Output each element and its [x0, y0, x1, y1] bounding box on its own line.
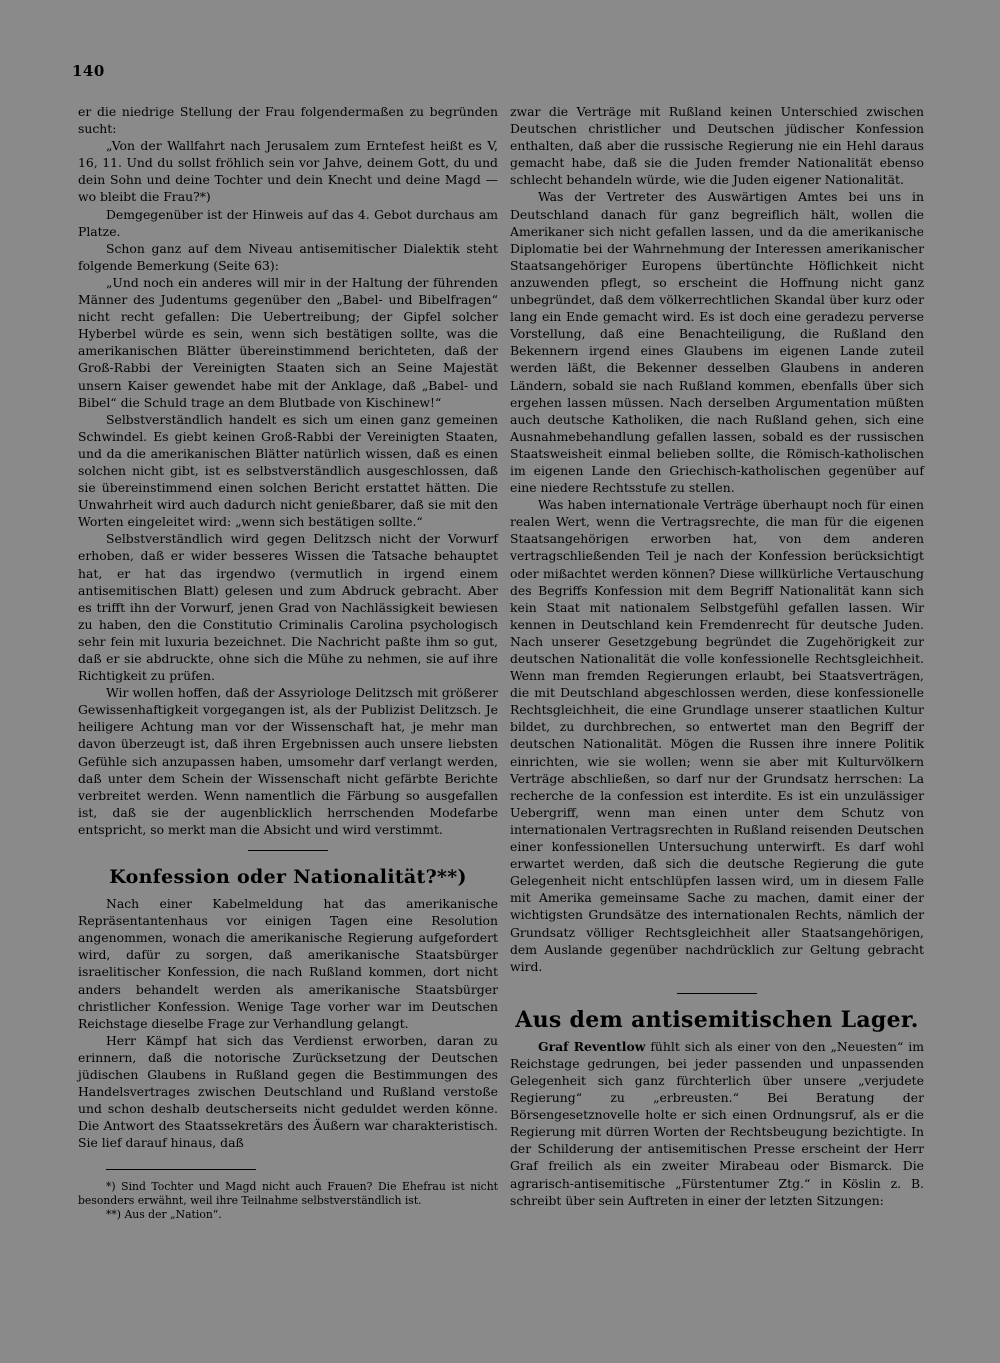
paragraph: [510, 1038, 924, 1209]
footnote: *) Sind Tochter und Magd nicht auch Frauen? Die Ehefrau ist nicht besonders erwähnt, weil ihre Teilnahme selbstverständlich ist.: [78, 1180, 498, 1208]
paragraph: Herr Kämpf hat sich das Verdienst erworben, daran zu erinnern, daß die notorische Zurücksetzung der Deutschen jüdischen Glaubens in Rußland gegen die Bestimmungen des Handelsvertrages zwischen Deutschland und Rußland verstoße und schon deshalb deutscherseits nicht geduldet werden könne. Die Antwort des Staatssekretärs des Äußern war charakteristisch. Sie lief darauf hinaus, daß: [78, 1032, 498, 1151]
page-number: 140: [72, 62, 105, 80]
section-divider: [677, 993, 757, 994]
paragraph: Selbstverständlich wird gegen Delitzsch nicht der Vorwurf erhoben, daß er wider besseres Wissen die Tatsache behauptet hat, er hat das irgendwo (vermutlich in irgend einem antisemitischen Blatt) gelesen und zum Abdruck gebracht. Aber es trifft ihn der Vorwurf, jenen Grad von Nachlässigkeit bewiesen zu haben, den die Constitutio Criminalis Carolina psychologisch sehr fein mit luxuria bezeichnet. Die Nachricht paßte ihm so gut, daß er sie abdruckte, ohne sich die Mühe zu nehmen, sie auf ihre Richtigkeit zu prüfen.: [78, 531, 498, 684]
paragraph-text: fühlt sich als einer von den „Neuesten“ im Reichstage gedrungen, bei jeder passenden und unpassenden Gelegenheit sich ganz fürchterlich über unsere „verjudete Regierung“ zu „erbreusten.“ Bei Beratung der Börsengesetznovelle holte er sich einen Ordnungsruf, als er die Regierung mit dürren Worten der Rechtsbeugung bezichtigte. In der Schilderung der antisemitischen Presse erscheint der Herr Graf freilich als ein zweiter Mirabeau oder Bismarck. Die agrarisch-antisemitische „Fürstentumer Ztg.“ in Köslin z. B. schreibt über sein Auftreten in einer der letzten Sitzungen:: [510, 1038, 924, 1208]
section-heading: Aus dem antisemitischen Lager.: [515, 1006, 919, 1033]
paragraph: Nach einer Kabelmeldung hat das amerikanische Repräsentantenhaus vor einigen Tagen eine Resolution angenommen, wonach die amerikanische Regierung aufgefordert wird, dafür zu sorgen, daß amerikanische Staatsbürger israelitischer Konfession, die nach Rußland kommen, dort nicht anders behandelt werden als amerikanische Staatsbürger christlicher Konfession. Wenige Tage vorher war im Deutschen Reichstage dieselbe Frage zur Verhandlung gelangt.: [78, 896, 498, 1031]
paragraph: Schon ganz auf dem Niveau antisemitischer Dialektik steht folgende Bemerkung (Seite 63):: [78, 240, 498, 273]
paragraph: „Von der Wallfahrt nach Jerusalem zum Erntefest heißt es V, 16, 11. Und du sollst fröhlich sein vor Jahve, deinem Gott, du und dein Sohn und deine Tochter und dein Knecht und deine Magd — wo bleibt die Frau?*): [78, 138, 498, 205]
section-divider: [248, 850, 328, 851]
paragraph: er die niedrige Stellung der Frau folgendermaßen zu begründen sucht:: [78, 104, 498, 137]
paragraph: Wir wollen hoffen, daß der Assyriologe Delitzsch mit größerer Gewissenhaftigkeit vorgegangen ist, als der Publizist Delitzsch. Je heiligere Achtung man vor der Wissenschaft hat, je mehr man davon überzeugt ist, daß ihren Ergebnissen auch unsere liebsten Gefühle sich anzupassen haben, umsomehr darf verlangt werden, daß unter dem Schein der Wissenschaft nicht gefärbte Berichte verbreitet werden. Wenn namentlich die Färbung so ausgefallen ist, daß sie der augenblicklich herrschenden Modefarbe entspricht, so merkt man die Absicht und wird verstimmt.: [78, 685, 498, 837]
paragraph: Selbstverständlich handelt es sich um einen ganz gemeinen Schwindel. Es giebt keinen Groß-Rabbi der Vereinigten Staaten, und da die amerikanischen Blätter natürlich wissen, daß es einen solchen nicht gibt, ist es selbstverständlich ausgeschlossen, daß sie übereinstimmend einen solchen Bericht erstattet hätten. Die Unwahrheit wird auch dadurch nicht genießbarer, daß sie mit den Worten eingeleitet wird: „wenn sich bestätigen sollte.“: [78, 411, 498, 530]
footnotes: [78, 1180, 498, 1222]
paragraph: Was der Vertreter des Auswärtigen Amtes bei uns in Deutschland danach für ganz begreiflich hält, wollen die Amerikaner sich nicht gefallen lassen, und da die amerikanische Diplomatie bei der Wahrnehmung der Interessen amerikanischer Staatsangehöriger Europens übertünchte Höflichkeit nicht anzuwenden pflegt, so erscheint die Hoffnung nicht ganz unbegründet, daß dem völkerrechtlichen Skandal über kurz oder lang ein Ende gemacht wird. Es ist doch eine geradezu perverse Vorstellung, daß eine Benachteiligung, die Rußland den Bekennern irgend eines Glaubens im eigenen Lande zuteil werden läßt, die Bekenner desselben Glaubens in anderen Ländern, sobald sie nach Rußland kommen, ebenfalls über sich ergehen lassen müssen. Nach derselben Argumentation müßten auch deutsche Katholiken, die nach Rußland gehen, sich eine Ausnahmebehandlung gefallen lassen, sobald es der russischen Staatsweisheit einmal belieben sollte, die Römisch-katholischen im eigenen Lande den Griechisch-katholischen gegenüber auf eine niedere Rechtsstufe zu stellen.: [510, 189, 924, 496]
footnote: **) Aus der „Nation“.: [106, 1208, 222, 1222]
right-column: [510, 103, 924, 1209]
paragraph: Was haben internationale Verträge überhaupt noch für einen realen Wert, wenn die Vertragsrechte, die man für die eigenen Staatsangehörigen erworben hat, von dem anderen vertragschließenden Teil je nach der Konfession berücksichtigt oder mißachtet werden können? Diese willkürliche Vertauschung des Begriffs Konfession mit dem Begriff Nationalität kann sich kein Staat mit nationalem Selbstgefühl gefallen lassen. Wir kennen in Deutschland kein Fremdenrecht für deutsche Juden. Nach unserer Gesetzgebung begründet die Zugehörigkeit zur deutschen Nationalität die volle konfessionelle Rechtsgleichheit. Wenn man fremden Regierungen erlaubt, bei Staatsverträgen, die mit Deutschland abgeschlossen werden, diese konfessionelle Rechtsgleichheit, die eine Grundlage unserer staatlichen Kultur bildet, zu durchbrechen, so entwertet man den Begriff der deutschen Nationalität. Mögen die Russen ihre innere Politik einrichten, wie sie wollen; wenn sie aber mit Kulturvölkern Verträge abschließen, so darf nur der Grundsatz herrschen: La recherche de la confession est interdite. Es ist ein unzulässiger Uebergriff, wenn man einen unter dem Schutz von internationalen Vertragsrechten in Rußland reisenden Deutschen einer konfessionellen Untersuchung unterwirft. Es darf wohl erwartet werden, daß sich die deutsche Regierung die gute Gelegenheit nicht entschlüpfen lassen wird, um in diesem Falle mit Amerika gemeinsame Sache zu machen, damit einer der wichtigsten Grundsätze des internationalen Rechts, nämlich der Grundsatz völliger Rechtsgleichheit aller Staatsangehörigen, dem Auslande gegenüber nachdrücklich zur Geltung gebracht wird.: [510, 497, 924, 974]
person-name: Graf Reventlow: [538, 1038, 646, 1054]
paragraph: Demgegenüber ist der Hinweis auf das 4. Gebot durchaus am Platze.: [78, 206, 498, 239]
paragraph: „Und noch ein anderes will mir in der Haltung der führenden Männer des Judentums gegenüber den „Babel- und Bibelfragen“ nicht recht gefallen: Die Uebertreibung; der Gipfel solcher Hyberbel würde es sein, wenn sich bestätigen sollte, was die amerikanischen Blätter übereinstimmend berichteten, daß der Groß-Rabbi der Vereinigten Staaten sich an Seine Majestät unsern Kaiser gewendet habe mit der Anklage, daß „Babel- und Bibel“ die Schuld trage an dem Blutbade von Kischinew!“: [78, 274, 498, 410]
left-column: [78, 103, 498, 1222]
paragraph: zwar die Verträge mit Rußland keinen Unterschied zwischen Deutschen christlicher und Deutschen jüdischer Konfession enthalten, daß aber die russische Regierung nie ein Hehl daraus gemacht habe, daß sie die Juden fremder Nationalität ebenso schlecht behandeln würde, wie die Juden eigener Nationalität.: [510, 104, 924, 188]
section-heading: Konfession oder Nationalität?**): [109, 866, 467, 889]
footnote-divider: [106, 1169, 256, 1170]
